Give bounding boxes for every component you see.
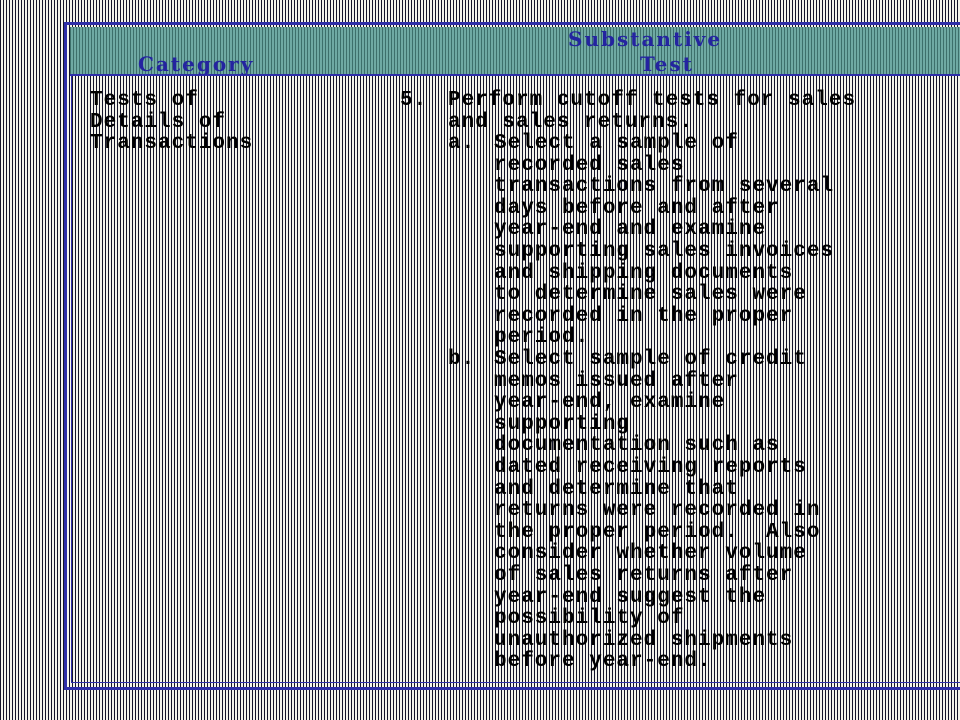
item-a-text: Select a sample of recorded sales transactions from several days before and after year-end and examine supporting sales invoices and shipping documents to determine sales were recorded in the proper period. [494,132,835,350]
category-column-header: Category [138,52,255,76]
test-column-header-line2: Test [640,52,694,76]
step-number: 5. [400,89,428,112]
step-text: Perform cutoff tests for sales and sales returns. [448,89,857,134]
test-column-header-line1: Substantive [568,27,723,51]
item-a-marker: a. [448,132,476,155]
category-cell: Tests of Details of Transactions [90,89,254,156]
table-header [70,27,960,76]
item-b-marker: b. [448,348,476,371]
item-b-text: Select sample of credit memos issued after year-end, examine supporting documentation such as dated receiving reports and determine that returns were recorded in the proper period. Also consider whether volume of sales returns after year-end suggest the possibility of unauthorized shipments before year-end. [494,348,821,674]
